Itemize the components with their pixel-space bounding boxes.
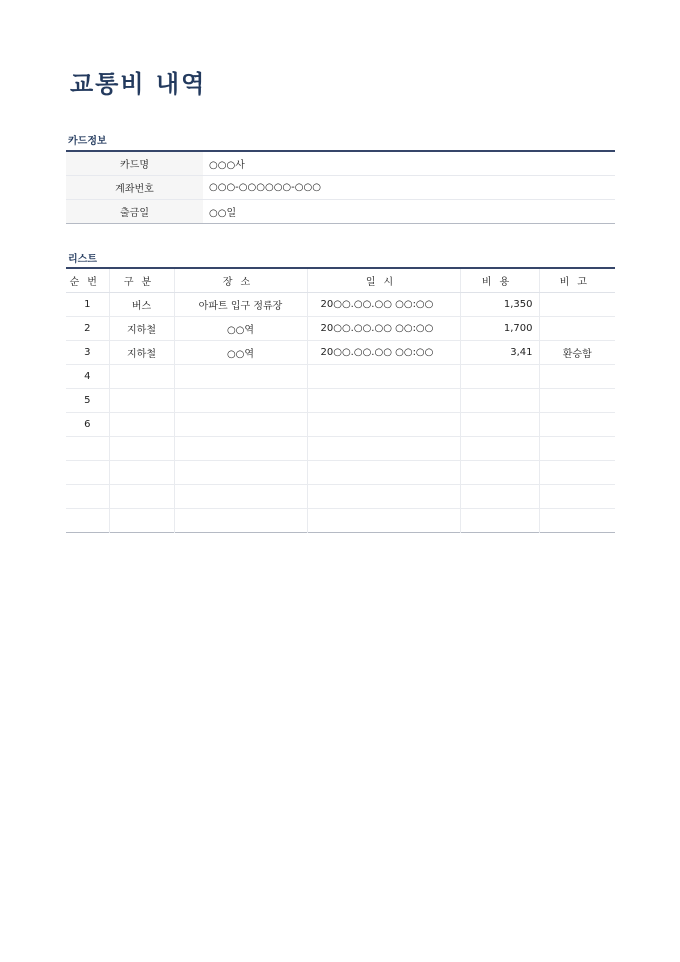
cell-place [174, 365, 307, 389]
cell-note [539, 365, 615, 389]
cell-type [109, 365, 174, 389]
table-row [66, 413, 615, 437]
cell-cost [460, 509, 539, 533]
cell-place [174, 389, 307, 413]
transport-list-table [66, 267, 615, 533]
card-info-row [66, 151, 615, 176]
cell-no: 2 [66, 317, 109, 341]
cell-place [174, 509, 307, 533]
cell-datetime [307, 413, 460, 437]
cell-datetime [307, 485, 460, 509]
cell-no: 5 [66, 389, 109, 413]
cell-no [66, 437, 109, 461]
cell-type [109, 389, 174, 413]
cell-type: 지하철 [109, 341, 174, 365]
list-header-row [66, 268, 615, 293]
cell-place [174, 485, 307, 509]
card-name-label: 카드명 [66, 151, 203, 176]
cell-cost [460, 365, 539, 389]
table-row [66, 293, 615, 317]
table-row [66, 485, 615, 509]
table-row [66, 389, 615, 413]
cell-place [174, 461, 307, 485]
header-type: 구분 [109, 268, 174, 293]
header-note: 비고 [539, 268, 615, 293]
cell-note [539, 461, 615, 485]
table-row [66, 509, 615, 533]
cell-cost: 3,41 [460, 341, 539, 365]
cell-datetime: 20○○.○○.○○ ○○:○○ [307, 293, 460, 317]
cell-place [174, 413, 307, 437]
cell-place [174, 437, 307, 461]
cell-cost [460, 413, 539, 437]
cell-datetime [307, 365, 460, 389]
withdrawal-day-value: ○○일 [209, 208, 237, 219]
cell-type: 버스 [109, 293, 174, 317]
withdrawal-day-label: 출금일 [66, 200, 203, 224]
cell-type [109, 413, 174, 437]
cell-datetime [307, 461, 460, 485]
cell-no [66, 461, 109, 485]
cell-no [66, 485, 109, 509]
header-no: 순번 [66, 268, 109, 293]
table-row [66, 461, 615, 485]
cell-no: 6 [66, 413, 109, 437]
header-datetime: 일시 [307, 268, 460, 293]
cell-no: 3 [66, 341, 109, 365]
table-row [66, 341, 615, 365]
card-name-value: ○○○사 [203, 151, 615, 176]
cell-cost [460, 461, 539, 485]
cell-type: 지하철 [109, 317, 174, 341]
cell-type [109, 437, 174, 461]
cell-note [539, 389, 615, 413]
account-number-value: ○○○-○○○○○○-○○○ [203, 176, 615, 200]
cell-cost [460, 485, 539, 509]
cell-type [109, 509, 174, 533]
cell-cost [460, 437, 539, 461]
card-info-row [66, 176, 615, 200]
cell-no [66, 509, 109, 533]
card-info-table [66, 150, 615, 224]
header-place: 장소 [174, 268, 307, 293]
cell-datetime: 20○○.○○.○○ ○○:○○ [307, 341, 460, 365]
cell-datetime [307, 437, 460, 461]
cell-note [539, 485, 615, 509]
cell-datetime [307, 509, 460, 533]
card-info-section-title: 카드정보 [68, 136, 107, 147]
list-section-title: 리스트 [68, 254, 97, 265]
cell-note: 환승함 [539, 341, 615, 365]
cell-cost: 1,700 [460, 317, 539, 341]
cell-no: 4 [66, 365, 109, 389]
card-info-row [66, 200, 615, 224]
table-row [66, 437, 615, 461]
table-row [66, 317, 615, 341]
cell-note [539, 317, 615, 341]
cell-note [539, 413, 615, 437]
cell-place: 아파트 입구 정류장 [174, 293, 307, 317]
cell-cost: 1,350 [460, 293, 539, 317]
cell-datetime [307, 389, 460, 413]
cell-datetime: 20○○.○○.○○ ○○:○○ [307, 317, 460, 341]
cell-note [539, 293, 615, 317]
table-row [66, 365, 615, 389]
cell-no: 1 [66, 293, 109, 317]
cell-type [109, 461, 174, 485]
cell-cost [460, 389, 539, 413]
cell-note [539, 509, 615, 533]
cell-place: ○○역 [174, 317, 307, 341]
page-title: 교통비 내역 [70, 70, 207, 98]
account-number-label: 계좌번호 [66, 176, 203, 200]
cell-place: ○○역 [174, 341, 307, 365]
cell-note [539, 437, 615, 461]
cell-type [109, 485, 174, 509]
header-cost: 비용 [460, 268, 539, 293]
